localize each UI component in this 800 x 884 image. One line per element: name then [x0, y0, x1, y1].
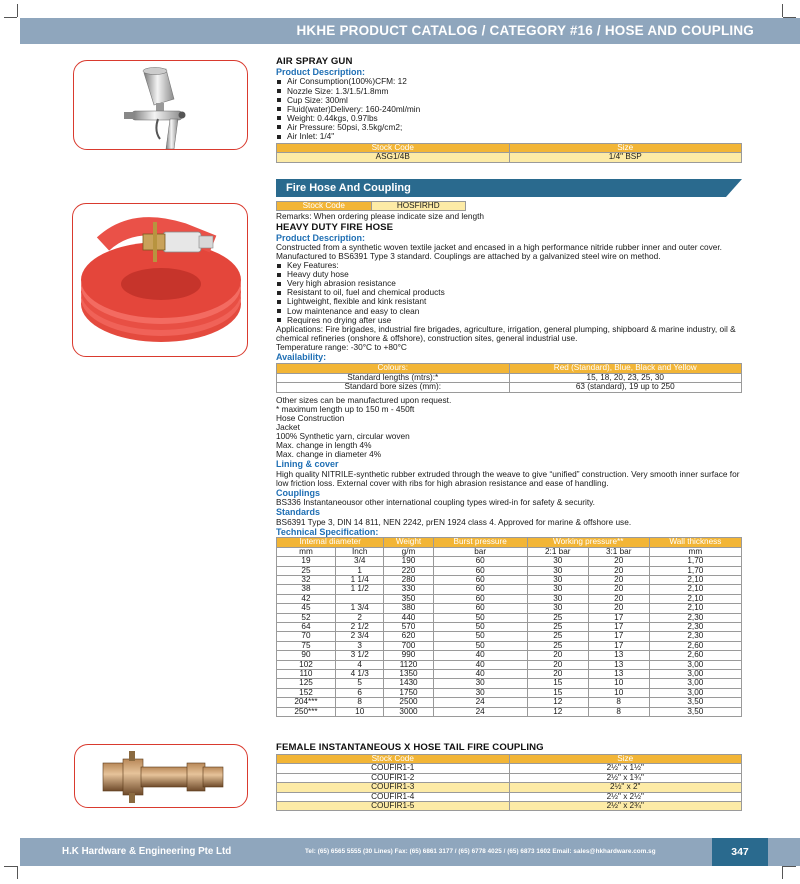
- table-cell: 25: [527, 622, 588, 631]
- list-item: Resistant to oil, fuel and chemical products: [276, 288, 742, 297]
- table-cell: 70: [277, 632, 336, 641]
- applications-text: Applications: Fire brigades, industrial fire brigades, agriculture, irrigation, general plumping, shipboard & marine industry, oil & chemical refineries (onshore & offshore), construction sites, general industrial use.: [276, 323, 736, 343]
- page-title: HKHE PRODUCT CATALOG / CATEGORY #16 / HOSE AND COUPLING: [296, 23, 754, 38]
- table-cell: 2 3/4: [335, 632, 384, 641]
- table-cell: 30: [527, 604, 588, 613]
- table-cell: Standard lengths (mtrs):*: [277, 373, 510, 382]
- table-cell: 2½" x 2": [509, 783, 742, 792]
- table-cell: 2,30: [649, 632, 741, 641]
- table-row: [277, 153, 742, 162]
- table-cell: 2½" x 2½": [509, 792, 742, 801]
- table-cell: 3/4: [335, 557, 384, 566]
- table-row: [277, 707, 742, 716]
- table-cell: 1750: [384, 688, 433, 697]
- table-cell: 2,10: [649, 575, 741, 584]
- list-item: Air Inlet: 1/4": [276, 132, 742, 141]
- list-item: Key Features:: [276, 261, 742, 270]
- bullet-icon: [277, 80, 281, 84]
- fire-hose-photo: [72, 203, 248, 357]
- unit-cell: mm: [277, 547, 336, 556]
- table-cell: Standard bore sizes (mm):: [277, 383, 510, 392]
- contact-info: Tel: (65) 6565 5555 (30 Lines) Fax: (65) 6861 3177 / (65) 6778 4025 / (65) 6873 1602 Email: sales@hkhardware.com.sg: [305, 848, 656, 855]
- table-cell: 15: [527, 679, 588, 688]
- table-cell: 4: [335, 660, 384, 669]
- coupling-stock-table: [276, 754, 742, 811]
- section-heading: Couplings: [276, 487, 320, 498]
- table-header: Wall thickness: [649, 538, 741, 547]
- table-cell: 63 (standard), 19 up to 250: [509, 383, 742, 392]
- availability-table: [276, 363, 742, 392]
- lining-text: High quality NITRILE-synthetic rubber extruded through the weave to give “unified” construction. Very smooth inner surface for low friction loss. External cover with ribs for high abrasion resistance and ease of handling.: [276, 468, 740, 488]
- bullet-icon: [277, 318, 281, 322]
- description-text: Constructed from a synthetic woven textile jacket and encased in a high performance nitride rubber inner and outer cover. Manufactured to BS6391 Type 3 standard. Couplings are attached by a galvanized steel wire on method.: [276, 241, 722, 261]
- table-cell: 3000: [384, 707, 433, 716]
- fire-hose-section: [276, 201, 742, 717]
- table-cell: 4 1/3: [335, 670, 384, 679]
- spec-list: [276, 77, 742, 141]
- table-cell: 2,10: [649, 604, 741, 613]
- table-cell: 330: [384, 585, 433, 594]
- table-cell: 2,60: [649, 641, 741, 650]
- table-cell: 13: [588, 670, 649, 679]
- table-cell: 20: [588, 566, 649, 575]
- list-item: Requires no drying after use: [276, 316, 742, 325]
- table-row: [277, 688, 742, 697]
- bullet-icon: [277, 300, 281, 304]
- table-cell: 20: [527, 651, 588, 660]
- coupling-photo: [74, 744, 248, 808]
- table-cell: 17: [588, 641, 649, 650]
- bullet-icon: [277, 273, 281, 277]
- table-row: [277, 594, 742, 603]
- spray-gun-photo: [73, 60, 248, 150]
- table-cell: 204***: [277, 698, 336, 707]
- table-cell: 2½" x 1¾": [509, 773, 742, 782]
- table-cell: 12: [527, 707, 588, 716]
- table-row: [277, 632, 742, 641]
- table-cell: 8: [335, 698, 384, 707]
- table-cell: 60: [433, 566, 527, 575]
- table-cell: 20: [588, 604, 649, 613]
- table-row: [277, 383, 742, 392]
- table-cell: 20: [588, 575, 649, 584]
- table-cell: 2½" x 1½": [509, 764, 742, 773]
- table-cell: 10: [335, 707, 384, 716]
- spray-stock-table: [276, 143, 742, 163]
- table-cell: 380: [384, 604, 433, 613]
- table-cell: 38: [277, 585, 336, 594]
- table-cell: 2,30: [649, 622, 741, 631]
- table-header: Size: [509, 755, 742, 764]
- table-cell: 45: [277, 604, 336, 613]
- table-cell: 30: [527, 566, 588, 575]
- coupling-section: [276, 742, 742, 811]
- bullet-icon: [277, 291, 281, 295]
- table-row: [277, 585, 742, 594]
- table-cell: 570: [384, 622, 433, 631]
- table-cell: 440: [384, 613, 433, 622]
- table-cell: 30: [433, 679, 527, 688]
- table-cell: 1350: [384, 670, 433, 679]
- table-cell: 1 1/4: [335, 575, 384, 584]
- list-item: Nozzle Size: 1.3/1.5/1.8mm: [276, 87, 742, 96]
- table-cell: 17: [588, 632, 649, 641]
- table-cell: 350: [384, 594, 433, 603]
- table-cell: 64: [277, 622, 336, 631]
- table-cell: COUFIR1-3: [277, 783, 510, 792]
- list-item: Fluid(water)Delivery: 160-240ml/min: [276, 105, 742, 114]
- table-cell: 20: [588, 594, 649, 603]
- note-line: Other sizes can be manufactured upon request.: [276, 394, 452, 405]
- table-cell: 5: [335, 679, 384, 688]
- note-line: 100% Synthetic yarn, circular woven: [276, 431, 410, 442]
- bullet-icon: [277, 282, 281, 286]
- table-cell: 19: [277, 557, 336, 566]
- remarks-text: Remarks: When ordering please indicate size and length: [276, 211, 484, 222]
- table-cell: 220: [384, 566, 433, 575]
- feature-list: [276, 261, 742, 325]
- table-cell: 152: [277, 688, 336, 697]
- list-item: Lightweight, flexible and kink resistant: [276, 297, 742, 306]
- table-cell: 17: [588, 613, 649, 622]
- table-cell: 25: [527, 613, 588, 622]
- table-cell: 3,00: [649, 660, 741, 669]
- table-cell: 20: [527, 670, 588, 679]
- header-band: [20, 18, 800, 44]
- crop-mark: [782, 866, 796, 880]
- table-header: Red (Standard), Blue, Black and Yellow: [509, 364, 742, 373]
- table-cell: 25: [527, 632, 588, 641]
- table-cell: 1,70: [649, 557, 741, 566]
- table-cell: COUFIR1-4: [277, 792, 510, 801]
- table-row: [277, 679, 742, 688]
- table-cell: 24: [433, 707, 527, 716]
- bullet-icon: [277, 89, 281, 93]
- table-cell: 30: [527, 585, 588, 594]
- table-cell: 700: [384, 641, 433, 650]
- table-cell: 24: [433, 698, 527, 707]
- table-cell: 32: [277, 575, 336, 584]
- table-row: [277, 641, 742, 650]
- table-cell: 60: [433, 557, 527, 566]
- list-item: Low maintenance and easy to clean: [276, 307, 742, 316]
- unit-cell: g/m: [384, 547, 433, 556]
- table-cell: 17: [588, 622, 649, 631]
- section-heading: Availability:: [276, 352, 327, 363]
- table-row: [277, 613, 742, 622]
- bullet-icon: [277, 116, 281, 120]
- section-heading: Product Description:: [276, 67, 366, 77]
- table-row: [277, 660, 742, 669]
- coupling-icon: [75, 745, 248, 808]
- table-cell: 2500: [384, 698, 433, 707]
- table-row: [277, 764, 742, 773]
- crop-mark: [4, 866, 18, 880]
- table-cell: 15: [527, 688, 588, 697]
- table-row: [277, 651, 742, 660]
- bullet-icon: [277, 309, 281, 313]
- table-cell: 280: [384, 575, 433, 584]
- table-cell: 110: [277, 670, 336, 679]
- unit-cell: 3:1 bar: [588, 547, 649, 556]
- product-title: FEMALE INSTANTANEOUS X HOSE TAIL FIRE COUPLING: [276, 742, 544, 753]
- table-row: [277, 566, 742, 575]
- fire-hose-icon: [73, 204, 248, 357]
- table-cell: 50: [433, 622, 527, 631]
- note-line: Max. change in length 4%: [276, 440, 372, 451]
- temperature-text: Temperature range: -30°C to +80°C: [276, 341, 407, 352]
- footer-band: [20, 838, 800, 866]
- table-row: [277, 792, 742, 801]
- table-cell: 2,60: [649, 651, 741, 660]
- table-cell: 20: [588, 585, 649, 594]
- table-cell: 60: [433, 594, 527, 603]
- table-cell: 125: [277, 679, 336, 688]
- crop-mark: [4, 4, 18, 18]
- section-heading: Lining & cover: [276, 459, 339, 470]
- table-row: [277, 575, 742, 584]
- table-header: Stock Code: [277, 755, 510, 764]
- note-line: Hose Construction: [276, 412, 345, 423]
- note-line: * maximum length up to 150 m - 450ft: [276, 403, 415, 414]
- table-cell: 2 1/2: [335, 622, 384, 631]
- table-cell: 3 1/2: [335, 651, 384, 660]
- list-item: Heavy duty hose: [276, 270, 742, 279]
- table-cell: COUFIR1-1: [277, 764, 510, 773]
- bullet-icon: [277, 107, 281, 111]
- table-cell: 42: [277, 594, 336, 603]
- list-item: Air Pressure: 50psi, 3.5kg/cm2;: [276, 123, 742, 132]
- table-cell: 990: [384, 651, 433, 660]
- table-cell: 12: [527, 698, 588, 707]
- table-cell: 50: [433, 641, 527, 650]
- table-cell: 3,00: [649, 670, 741, 679]
- table-cell: 40: [433, 660, 527, 669]
- table-cell: COUFIR1-5: [277, 802, 510, 811]
- table-cell: 2½" x 2¾": [509, 802, 742, 811]
- unit-cell: mm: [649, 547, 741, 556]
- table-header: Internal diameter: [277, 538, 384, 547]
- table-cell: 1 1/2: [335, 585, 384, 594]
- table-cell: 3,00: [649, 688, 741, 697]
- table-cell: 20: [588, 557, 649, 566]
- page-number: 347: [712, 838, 768, 866]
- list-item: Weight: 0.44kgs, 0.97lbs: [276, 114, 742, 123]
- table-cell: 8: [588, 707, 649, 716]
- crop-mark: [782, 4, 796, 18]
- table-cell: 30: [527, 594, 588, 603]
- corner-decoration: [726, 179, 742, 197]
- table-cell: 90: [277, 651, 336, 660]
- table-cell: 1430: [384, 679, 433, 688]
- note-line: Max. change in diameter 4%: [276, 449, 382, 460]
- table-row: [277, 698, 742, 707]
- table-cell: 75: [277, 641, 336, 650]
- product-title: AIR SPRAY GUN: [276, 56, 353, 67]
- table-cell: 30: [527, 557, 588, 566]
- table-row: [277, 802, 742, 811]
- table-header: Stock Code: [277, 144, 510, 153]
- table-header: Colours:: [277, 364, 510, 373]
- table-cell: 25: [277, 566, 336, 575]
- table-cell: 3: [335, 641, 384, 650]
- company-name: H.K Hardware & Engineering Pte Ltd: [62, 846, 232, 857]
- spray-gun-icon: [74, 61, 248, 150]
- bullet-icon: [277, 135, 281, 139]
- bullet-icon: [277, 98, 281, 102]
- fire-stock-table: [276, 201, 466, 211]
- air-spray-gun-section: [276, 56, 742, 163]
- table-cell: 620: [384, 632, 433, 641]
- couplings-text: BS336 Instantaneousor other international coupling types wired-in for safety & security.: [276, 497, 595, 508]
- table-cell: 3,50: [649, 707, 741, 716]
- table-row: [277, 783, 742, 792]
- table-cell: COUFIR1-2: [277, 773, 510, 782]
- table-cell: 50: [433, 632, 527, 641]
- table-row: [277, 773, 742, 782]
- table-cell: 190: [384, 557, 433, 566]
- table-cell: 250***: [277, 707, 336, 716]
- table-row: [277, 670, 742, 679]
- notes-block: [276, 396, 742, 460]
- table-cell: 40: [433, 651, 527, 660]
- table-row: [277, 557, 742, 566]
- unit-cell: bar: [433, 547, 527, 556]
- section-heading: Standards: [276, 507, 321, 518]
- table-cell: 13: [588, 651, 649, 660]
- table-cell: 1120: [384, 660, 433, 669]
- table-cell: 50: [433, 613, 527, 622]
- table-header: Stock Code: [277, 202, 372, 211]
- table-cell: 40: [433, 670, 527, 679]
- section-heading: Technical Specification:: [276, 526, 379, 537]
- table-cell: 30: [527, 575, 588, 584]
- unit-cell: Inch: [335, 547, 384, 556]
- standards-text: BS6391 Type 3, DIN 14 811, NEN 2242, prEN 1924 class 4. Approved for marine & offshore use.: [276, 516, 632, 527]
- table-header: Burst pressure: [433, 538, 527, 547]
- fire-hose-section-bar: [276, 179, 742, 197]
- table-cell: 102: [277, 660, 336, 669]
- table-cell: 2,10: [649, 594, 741, 603]
- table-cell: 1/4" BSP: [509, 153, 742, 162]
- table-cell: 13: [588, 660, 649, 669]
- table-cell: 2: [335, 613, 384, 622]
- table-cell: 15, 18, 20, 23, 25, 30: [509, 373, 742, 382]
- table-cell: 10: [588, 679, 649, 688]
- table-row: [277, 604, 742, 613]
- table-cell: 2,30: [649, 613, 741, 622]
- table-cell: 20: [527, 660, 588, 669]
- table-cell: 1: [335, 566, 384, 575]
- list-item: Very high abrasion resistance: [276, 279, 742, 288]
- table-cell: ASG1/4B: [277, 153, 510, 162]
- unit-cell: 2:1 bar: [527, 547, 588, 556]
- table-cell: 60: [433, 585, 527, 594]
- note-line: Jacket: [276, 421, 300, 432]
- section-title: Fire Hose And Coupling: [286, 182, 411, 194]
- table-row: [277, 622, 742, 631]
- table-header: Weight: [384, 538, 433, 547]
- bullet-icon: [277, 125, 281, 129]
- table-cell: 10: [588, 688, 649, 697]
- table-header: Working pressure**: [527, 538, 649, 547]
- section-heading: Product Description:: [276, 232, 366, 243]
- table-cell: 1 3/4: [335, 604, 384, 613]
- table-cell: 25: [527, 641, 588, 650]
- bullet-icon: [277, 264, 281, 268]
- table-cell: 6: [335, 688, 384, 697]
- product-title: HEAVY DUTY FIRE HOSE: [276, 221, 394, 233]
- table-cell: 60: [433, 575, 527, 584]
- table-cell: HOSFIRHD: [371, 202, 466, 211]
- table-cell: 60: [433, 604, 527, 613]
- list-item: Cup Size: 300ml: [276, 96, 742, 105]
- table-cell: 2,10: [649, 585, 741, 594]
- list-item: Air Consumption(100%)CFM: 12: [276, 77, 742, 86]
- technical-spec-table: [276, 537, 742, 717]
- table-cell: 3,00: [649, 679, 741, 688]
- table-cell: 52: [277, 613, 336, 622]
- table-cell: 30: [433, 688, 527, 697]
- table-cell: 3,50: [649, 698, 741, 707]
- table-cell: 1,70: [649, 566, 741, 575]
- table-header: Size: [509, 144, 742, 153]
- table-cell: 8: [588, 698, 649, 707]
